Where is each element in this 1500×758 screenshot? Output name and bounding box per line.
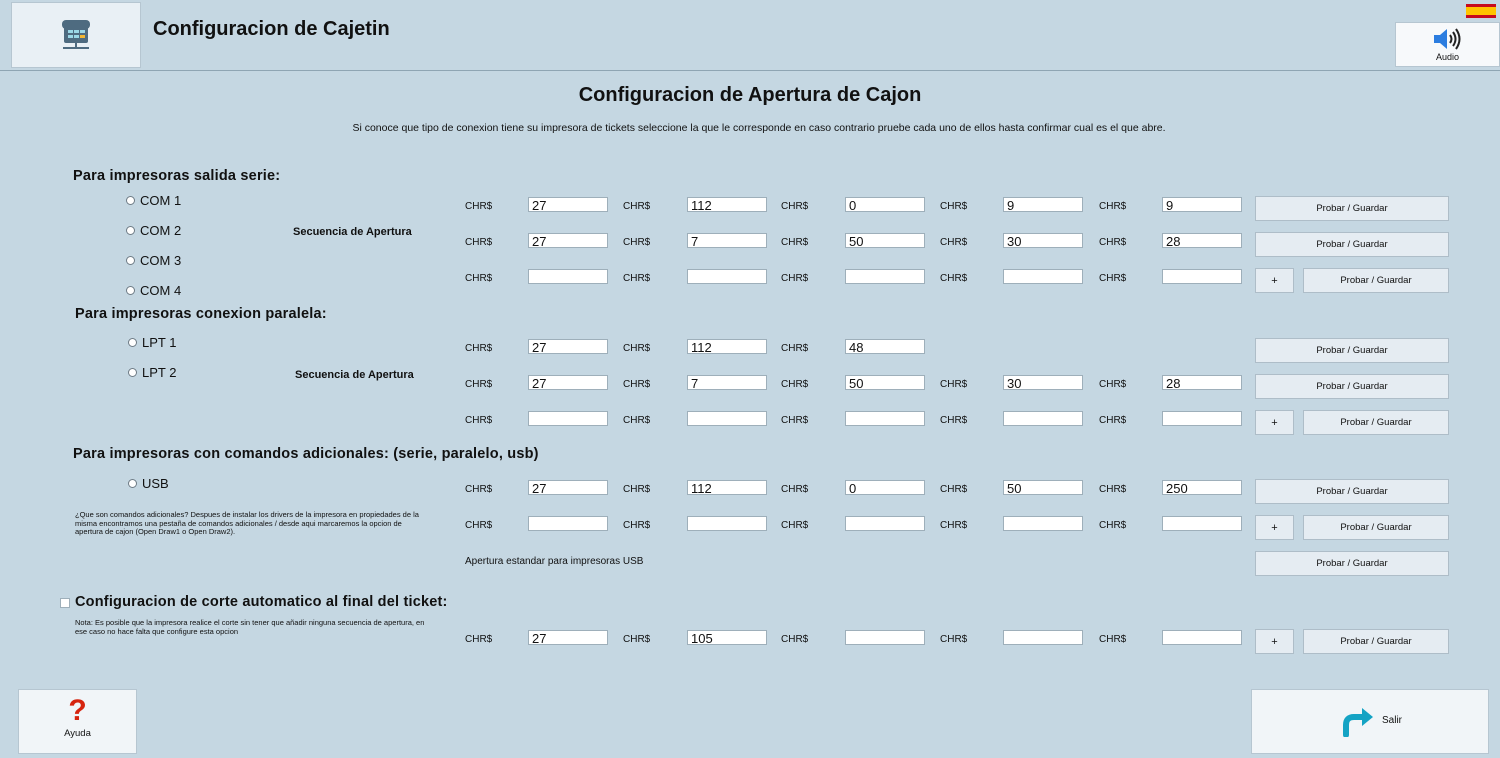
add-sequence-button[interactable]: + bbox=[1255, 410, 1294, 435]
chr-label: CHR$ bbox=[623, 273, 651, 284]
chr-label: CHR$ bbox=[465, 484, 493, 495]
usb-note: ¿Que son comandos adicionales? Despues de instalar los drivers de la impresora en propiedades de la misma encontramos una pestaña de comandos adicionales / desde aqui marcaremos la opcion de apertura de cajon (Open Draw1 o Open Draw2). bbox=[75, 510, 419, 536]
exit-label: Salir bbox=[1382, 715, 1403, 726]
chr-code-input[interactable]: 9 bbox=[1003, 197, 1083, 212]
chr-code-input[interactable] bbox=[1162, 411, 1242, 426]
chr-code-input[interactable]: 9 bbox=[1162, 197, 1242, 212]
chr-label: CHR$ bbox=[781, 415, 809, 426]
chr-code-input[interactable]: 30 bbox=[1003, 233, 1083, 248]
chr-label: CHR$ bbox=[940, 201, 968, 212]
chr-code-input[interactable] bbox=[528, 411, 608, 426]
cash-drawer-icon bbox=[59, 19, 93, 51]
cut-heading: Configuracion de corte automatico al final del ticket: bbox=[75, 594, 448, 610]
chr-label: CHR$ bbox=[781, 201, 809, 212]
chr-code-input[interactable]: 50 bbox=[845, 233, 925, 248]
help-label: Ayuda bbox=[64, 728, 91, 739]
radio-label: COM 1 bbox=[140, 193, 182, 208]
radio-label: LPT 1 bbox=[142, 335, 177, 350]
chr-label: CHR$ bbox=[465, 634, 493, 645]
chr-label: CHR$ bbox=[1099, 484, 1127, 495]
chr-label: CHR$ bbox=[465, 415, 493, 426]
chr-code-input[interactable]: 0 bbox=[845, 480, 925, 495]
chr-label: CHR$ bbox=[781, 484, 809, 495]
chr-label: CHR$ bbox=[1099, 201, 1127, 212]
test-save-button[interactable]: Probar / Guardar bbox=[1255, 232, 1449, 257]
chr-label: CHR$ bbox=[465, 379, 493, 390]
radio-lpt1[interactable] bbox=[128, 335, 176, 350]
chr-code-input[interactable]: 50 bbox=[1003, 480, 1083, 495]
chr-label: CHR$ bbox=[781, 379, 809, 390]
chr-label: CHR$ bbox=[465, 201, 493, 212]
chr-label: CHR$ bbox=[623, 520, 651, 531]
radio-button[interactable] bbox=[128, 479, 137, 488]
audio-button[interactable] bbox=[1395, 22, 1500, 67]
chr-code-input[interactable]: 30 bbox=[1003, 375, 1083, 390]
chr-code-input[interactable] bbox=[1003, 516, 1083, 531]
chr-label: CHR$ bbox=[940, 273, 968, 284]
chr-label: CHR$ bbox=[1099, 379, 1127, 390]
page-subtitle: Si conoce que tipo de conexion tiene su impresora de tickets seleccione la que le corresponde en caso contrario pruebe cada uno de ellos hasta confirmar cual es el que abre. bbox=[352, 122, 1166, 134]
test-save-button[interactable]: Probar / Guardar bbox=[1255, 338, 1449, 363]
page-title: Configuracion de Apertura de Cajon bbox=[578, 84, 922, 106]
serial-sequence-label: Secuencia de Apertura bbox=[293, 226, 412, 238]
usb-standard-label: Apertura estandar para impresoras USB bbox=[465, 556, 644, 567]
radio-button[interactable] bbox=[128, 338, 137, 347]
chr-code-input[interactable]: 7 bbox=[687, 233, 767, 248]
chr-label: CHR$ bbox=[781, 237, 809, 248]
add-sequence-button[interactable]: + bbox=[1255, 629, 1294, 654]
parallel-heading: Para impresoras conexion paralela: bbox=[75, 306, 327, 322]
chr-label: CHR$ bbox=[940, 379, 968, 390]
chr-code-input[interactable]: 0 bbox=[845, 197, 925, 212]
audio-label: Audio bbox=[1435, 52, 1460, 62]
chr-label: CHR$ bbox=[940, 634, 968, 645]
chr-code-input[interactable] bbox=[845, 411, 925, 426]
chr-label: CHR$ bbox=[623, 379, 651, 390]
chr-label: CHR$ bbox=[465, 273, 493, 284]
radio-com2[interactable] bbox=[126, 223, 181, 238]
chr-code-input[interactable]: 28 bbox=[1162, 233, 1242, 248]
radio-com4[interactable] bbox=[126, 283, 181, 298]
test-save-button[interactable]: Probar / Guardar bbox=[1303, 515, 1449, 540]
chr-code-input[interactable]: 27 bbox=[528, 197, 608, 212]
chr-label: CHR$ bbox=[623, 634, 651, 645]
radio-lpt2[interactable] bbox=[128, 365, 176, 380]
chr-code-input[interactable] bbox=[528, 516, 608, 531]
chr-code-input[interactable] bbox=[1162, 516, 1242, 531]
chr-label: CHR$ bbox=[1099, 273, 1127, 284]
chr-code-input[interactable] bbox=[1003, 630, 1083, 645]
chr-code-input[interactable]: 27 bbox=[528, 630, 608, 645]
chr-code-input[interactable]: 27 bbox=[528, 339, 608, 354]
chr-code-input[interactable]: 250 bbox=[1162, 480, 1242, 495]
chr-label: CHR$ bbox=[465, 237, 493, 248]
auto-cut-checkbox[interactable] bbox=[60, 598, 70, 608]
chr-label: CHR$ bbox=[1099, 520, 1127, 531]
chr-label: CHR$ bbox=[623, 415, 651, 426]
chr-code-input[interactable]: 27 bbox=[528, 233, 608, 248]
chr-label: CHR$ bbox=[781, 343, 809, 354]
radio-label: COM 2 bbox=[140, 223, 182, 238]
chr-code-input[interactable] bbox=[1003, 269, 1083, 284]
app-logo bbox=[11, 2, 141, 68]
chr-label: CHR$ bbox=[1099, 237, 1127, 248]
test-save-button[interactable]: Probar / Guardar bbox=[1303, 629, 1449, 654]
chr-label: CHR$ bbox=[781, 634, 809, 645]
add-sequence-button[interactable]: + bbox=[1255, 515, 1294, 540]
help-button[interactable] bbox=[18, 689, 137, 754]
chr-label: CHR$ bbox=[940, 520, 968, 531]
chr-label: CHR$ bbox=[623, 201, 651, 212]
chr-label: CHR$ bbox=[781, 520, 809, 531]
chr-label: CHR$ bbox=[940, 415, 968, 426]
chr-code-input[interactable]: 27 bbox=[528, 375, 608, 390]
chr-label: CHR$ bbox=[465, 343, 493, 354]
spain-flag-icon[interactable] bbox=[1466, 4, 1496, 18]
app-title: Configuracion de Cajetin bbox=[153, 18, 390, 40]
radio-label: USB bbox=[142, 476, 169, 491]
chr-label: CHR$ bbox=[623, 343, 651, 354]
chr-code-input[interactable] bbox=[1003, 411, 1083, 426]
test-save-button[interactable]: Probar / Guardar bbox=[1303, 410, 1449, 435]
cut-note: Nota: Es posible que la impresora realice el corte sin tener que añadir ninguna secuencia de apertura, en ese caso no hace falta que configure esta opcion bbox=[75, 618, 425, 636]
chr-label: CHR$ bbox=[1099, 415, 1127, 426]
radio-button[interactable] bbox=[126, 196, 135, 205]
chr-code-input[interactable]: 7 bbox=[687, 375, 767, 390]
parallel-sequence-label: Secuencia de Apertura bbox=[295, 369, 414, 381]
chr-label: CHR$ bbox=[940, 484, 968, 495]
usb-heading: Para impresoras con comandos adicionales: (serie, paralelo, usb) bbox=[73, 446, 539, 462]
chr-label: CHR$ bbox=[623, 237, 651, 248]
exit-arrow-icon bbox=[1340, 707, 1374, 737]
chr-code-input[interactable]: 50 bbox=[845, 375, 925, 390]
chr-label: CHR$ bbox=[465, 520, 493, 531]
chr-code-input[interactable]: 112 bbox=[687, 197, 767, 212]
question-mark-icon: ? bbox=[68, 694, 87, 727]
chr-code-input[interactable] bbox=[845, 630, 925, 645]
radio-label: LPT 2 bbox=[142, 365, 177, 380]
exit-button[interactable] bbox=[1251, 689, 1489, 754]
chr-code-input[interactable] bbox=[1162, 630, 1242, 645]
radio-label: COM 4 bbox=[140, 283, 182, 298]
chr-label: CHR$ bbox=[1099, 634, 1127, 645]
chr-code-input[interactable] bbox=[687, 411, 767, 426]
test-save-button[interactable]: Probar / Guardar bbox=[1303, 268, 1449, 293]
serial-heading: Para impresoras salida serie: bbox=[73, 168, 281, 184]
chr-code-input[interactable] bbox=[845, 516, 925, 531]
chr-label: CHR$ bbox=[781, 273, 809, 284]
test-save-button[interactable]: Probar / Guardar bbox=[1255, 551, 1449, 576]
radio-button[interactable] bbox=[126, 286, 135, 295]
chr-code-input[interactable]: 28 bbox=[1162, 375, 1242, 390]
test-save-button[interactable]: Probar / Guardar bbox=[1255, 479, 1449, 504]
chr-code-input[interactable] bbox=[528, 269, 608, 284]
header-divider bbox=[0, 70, 1500, 71]
chr-label: CHR$ bbox=[623, 484, 651, 495]
chr-code-input[interactable]: 105 bbox=[687, 630, 767, 645]
speaker-icon bbox=[1432, 27, 1462, 51]
radio-button[interactable] bbox=[126, 226, 135, 235]
chr-code-input[interactable]: 27 bbox=[528, 480, 608, 495]
chr-code-input[interactable]: 48 bbox=[845, 339, 925, 354]
radio-button[interactable] bbox=[128, 368, 137, 377]
chr-code-input[interactable]: 112 bbox=[687, 339, 767, 354]
radio-com3[interactable] bbox=[126, 253, 181, 268]
add-sequence-button[interactable]: + bbox=[1255, 268, 1294, 293]
chr-code-input[interactable] bbox=[687, 516, 767, 531]
radio-label: COM 3 bbox=[140, 253, 182, 268]
radio-button[interactable] bbox=[126, 256, 135, 265]
test-save-button[interactable]: Probar / Guardar bbox=[1255, 374, 1449, 399]
chr-code-input[interactable] bbox=[845, 269, 925, 284]
radio-usb[interactable] bbox=[128, 476, 169, 491]
chr-code-input[interactable] bbox=[687, 269, 767, 284]
chr-label: CHR$ bbox=[940, 237, 968, 248]
chr-code-input[interactable]: 112 bbox=[687, 480, 767, 495]
radio-com1[interactable] bbox=[126, 193, 181, 208]
chr-code-input[interactable] bbox=[1162, 269, 1242, 284]
test-save-button[interactable]: Probar / Guardar bbox=[1255, 196, 1449, 221]
